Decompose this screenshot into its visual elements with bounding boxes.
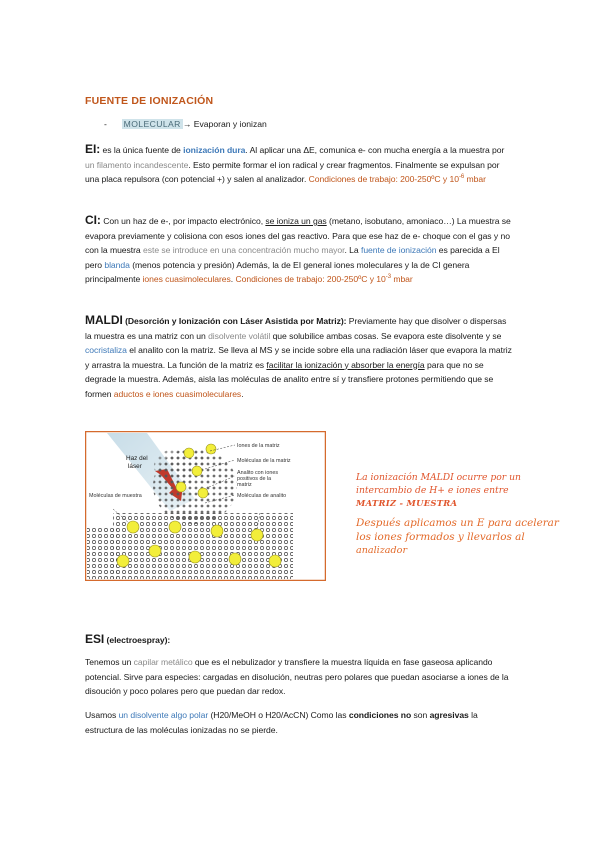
maldi-text: que solubilice ambas cosas. Se evapora este disolvente y se <box>270 330 502 341</box>
maldi-text: . <box>241 388 244 399</box>
note-line: Después aplicamos un E para acelerar <box>356 517 559 529</box>
maldi-subtitle: (Desorción y Ionización con Láser Asistida por Matriz): <box>122 316 347 326</box>
note-line: La ionización MALDI ocurre por un <box>356 472 521 483</box>
esi-bold: agresivas <box>429 710 469 720</box>
note-line: analizador <box>356 545 408 556</box>
note-line: los iones formados y llevarlos al <box>356 531 525 543</box>
ei-conditions-unit: mbar <box>464 174 486 184</box>
esi-text: Usamos <box>85 710 119 720</box>
laser-label: Haz del <box>126 455 148 462</box>
laser-label: láser <box>128 463 142 470</box>
ei-conditions: Condiciones de trabajo: 200-250ºC y 10 <box>308 174 459 184</box>
esi-paragraph-2 <box>85 708 515 737</box>
ci-text: . La <box>344 245 361 255</box>
maldi-underline: facilitar la ionización y absorber la energía <box>266 359 425 370</box>
ci-keyword-soft: blanda <box>104 259 130 270</box>
ci-keyword-concentration: este se introduce en una concentración mucho mayor <box>143 245 345 255</box>
maldi-text: el analito con la matriz. Se lleva al MS y se incide sobre ella una radiación láser que evapora la matriz y arrastra la muestra. La función de la matriz es <box>85 345 512 370</box>
ci-text: (metano, isobutano, amoniaco…) La muestra se evapora previamente y colisiona con esos iones del gas reactivo. Para que ese haz de e- choque con el gas y no con la muestra <box>85 216 511 255</box>
maldi-diagram-svg <box>85 431 326 581</box>
ci-text: (menos potencia y presión) Además, la de EI general iones moleculares y la de CI genera principalmente <box>85 259 470 284</box>
note-line: MATRIZ - MUESTRA <box>356 498 458 508</box>
maldi-keyword-solvent: disolvente volátil <box>208 330 271 341</box>
ei-text: es la única fuente de <box>100 145 184 155</box>
ei-heading: EI: <box>85 142 101 156</box>
ei-text: . Esto permite formar el ion radical y crear fragmentos. Finalmente se expulsan por una placa repulsora (con potencial +) y salen al analizador. <box>85 159 500 184</box>
maldi-text: Previamente hay que disolver o dispersas la muestra es una matriz con un <box>85 316 507 341</box>
ci-text: Con un haz de e-, por impacto electrónico, <box>100 216 266 226</box>
arrow-glyph: → <box>182 119 192 129</box>
esi-heading-line <box>85 632 515 648</box>
bullet-text: Evaporan y ionizan <box>191 119 267 129</box>
section-title: FUENTE DE IONIZACIÓN <box>85 95 214 107</box>
note-line: intercambio de H+ e iones entre <box>356 485 509 496</box>
bullet-dash: - <box>104 119 107 129</box>
esi-text: que es el nebulizador y transfiere la muestra líquida en fase gaseosa aplicando potencial. Sirve para especies: cargadas en disolución, neutras pero polares que puedan asociarse a iones de la disoución y poco polares pero que puedan dar redox. <box>85 657 509 696</box>
esi-bold: condiciones no <box>348 710 412 720</box>
esi-paragraph-1 <box>85 655 515 699</box>
sample-matrix <box>113 513 293 579</box>
ci-conditions-unit: mbar <box>391 274 413 284</box>
esi-text: (H20/MeOH o H20/AcCN) Como las <box>208 710 349 720</box>
label-sample-molecules: Moléculas de muestra <box>89 493 142 499</box>
esi-keyword-solvent: un disolvente algo polar <box>118 710 209 720</box>
ci-keyword-source: fuente de ionización <box>360 245 437 255</box>
ci-text: . <box>230 274 236 284</box>
maldi-text: para que no se degrade la muestra. Además, aisla las moléculas de analito entre sí y transfiere protones permitiendo que se formen <box>85 359 494 399</box>
maldi-paragraph <box>85 313 515 401</box>
label-analyte-ions: matriz <box>237 482 252 488</box>
ei-text: . Al aplicar una ΔE, comunica e- con mucha energía a la muestra por <box>245 145 505 155</box>
molecular-highlight: MOLECULAR <box>123 119 181 129</box>
maldi-keyword-adducts: aductos e iones cuasimoleculares <box>113 388 242 399</box>
esi-text: son <box>411 710 430 720</box>
ei-conditions-exp: -6 <box>458 174 465 181</box>
handwritten-note-field <box>356 516 576 558</box>
label-analyte-ions: positivos de la <box>237 476 272 482</box>
ci-text: es parecida a El pero <box>85 245 500 270</box>
label-matrix-molecules: Moléculas de la matriz <box>237 458 291 464</box>
ei-keyword-filament: un filamento incandescente <box>85 159 189 170</box>
ci-keyword-quasimolecular: iones cuasimoleculares <box>142 274 231 284</box>
esi-text: Tenemos un <box>85 657 134 667</box>
handwritten-note-maldi <box>356 471 546 510</box>
maldi-heading: MALDI <box>85 313 123 327</box>
ei-paragraph <box>85 142 515 187</box>
esi-keyword-capillary: capilar metálico <box>133 657 193 667</box>
ci-conditions-exp: -3 <box>385 274 391 281</box>
esi-subtitle: (electroespray): <box>104 635 171 645</box>
label-analyte-molecules: Moléculas de analito <box>237 493 287 499</box>
ci-underline: se ioniza un gas <box>265 216 327 226</box>
esi-text: la estructura de las moléculas ionizadas no se pierde. <box>85 710 478 735</box>
ci-heading: CI: <box>85 213 101 227</box>
ci-conditions: Condiciones de trabajo: 200-250ºC y 10 <box>235 274 386 284</box>
esi-heading: ESI <box>85 632 105 646</box>
maldi-keyword-cocrystal: cocristaliza <box>85 345 127 355</box>
maldi-diagram <box>85 431 326 581</box>
ci-paragraph <box>85 213 515 287</box>
ei-keyword-hard: ionización dura <box>183 145 246 155</box>
label-matrix-ions: Iones de la matriz <box>237 443 280 449</box>
label-analyte-ions: Analito con iones <box>237 470 279 476</box>
bullet-molecular <box>104 119 267 129</box>
